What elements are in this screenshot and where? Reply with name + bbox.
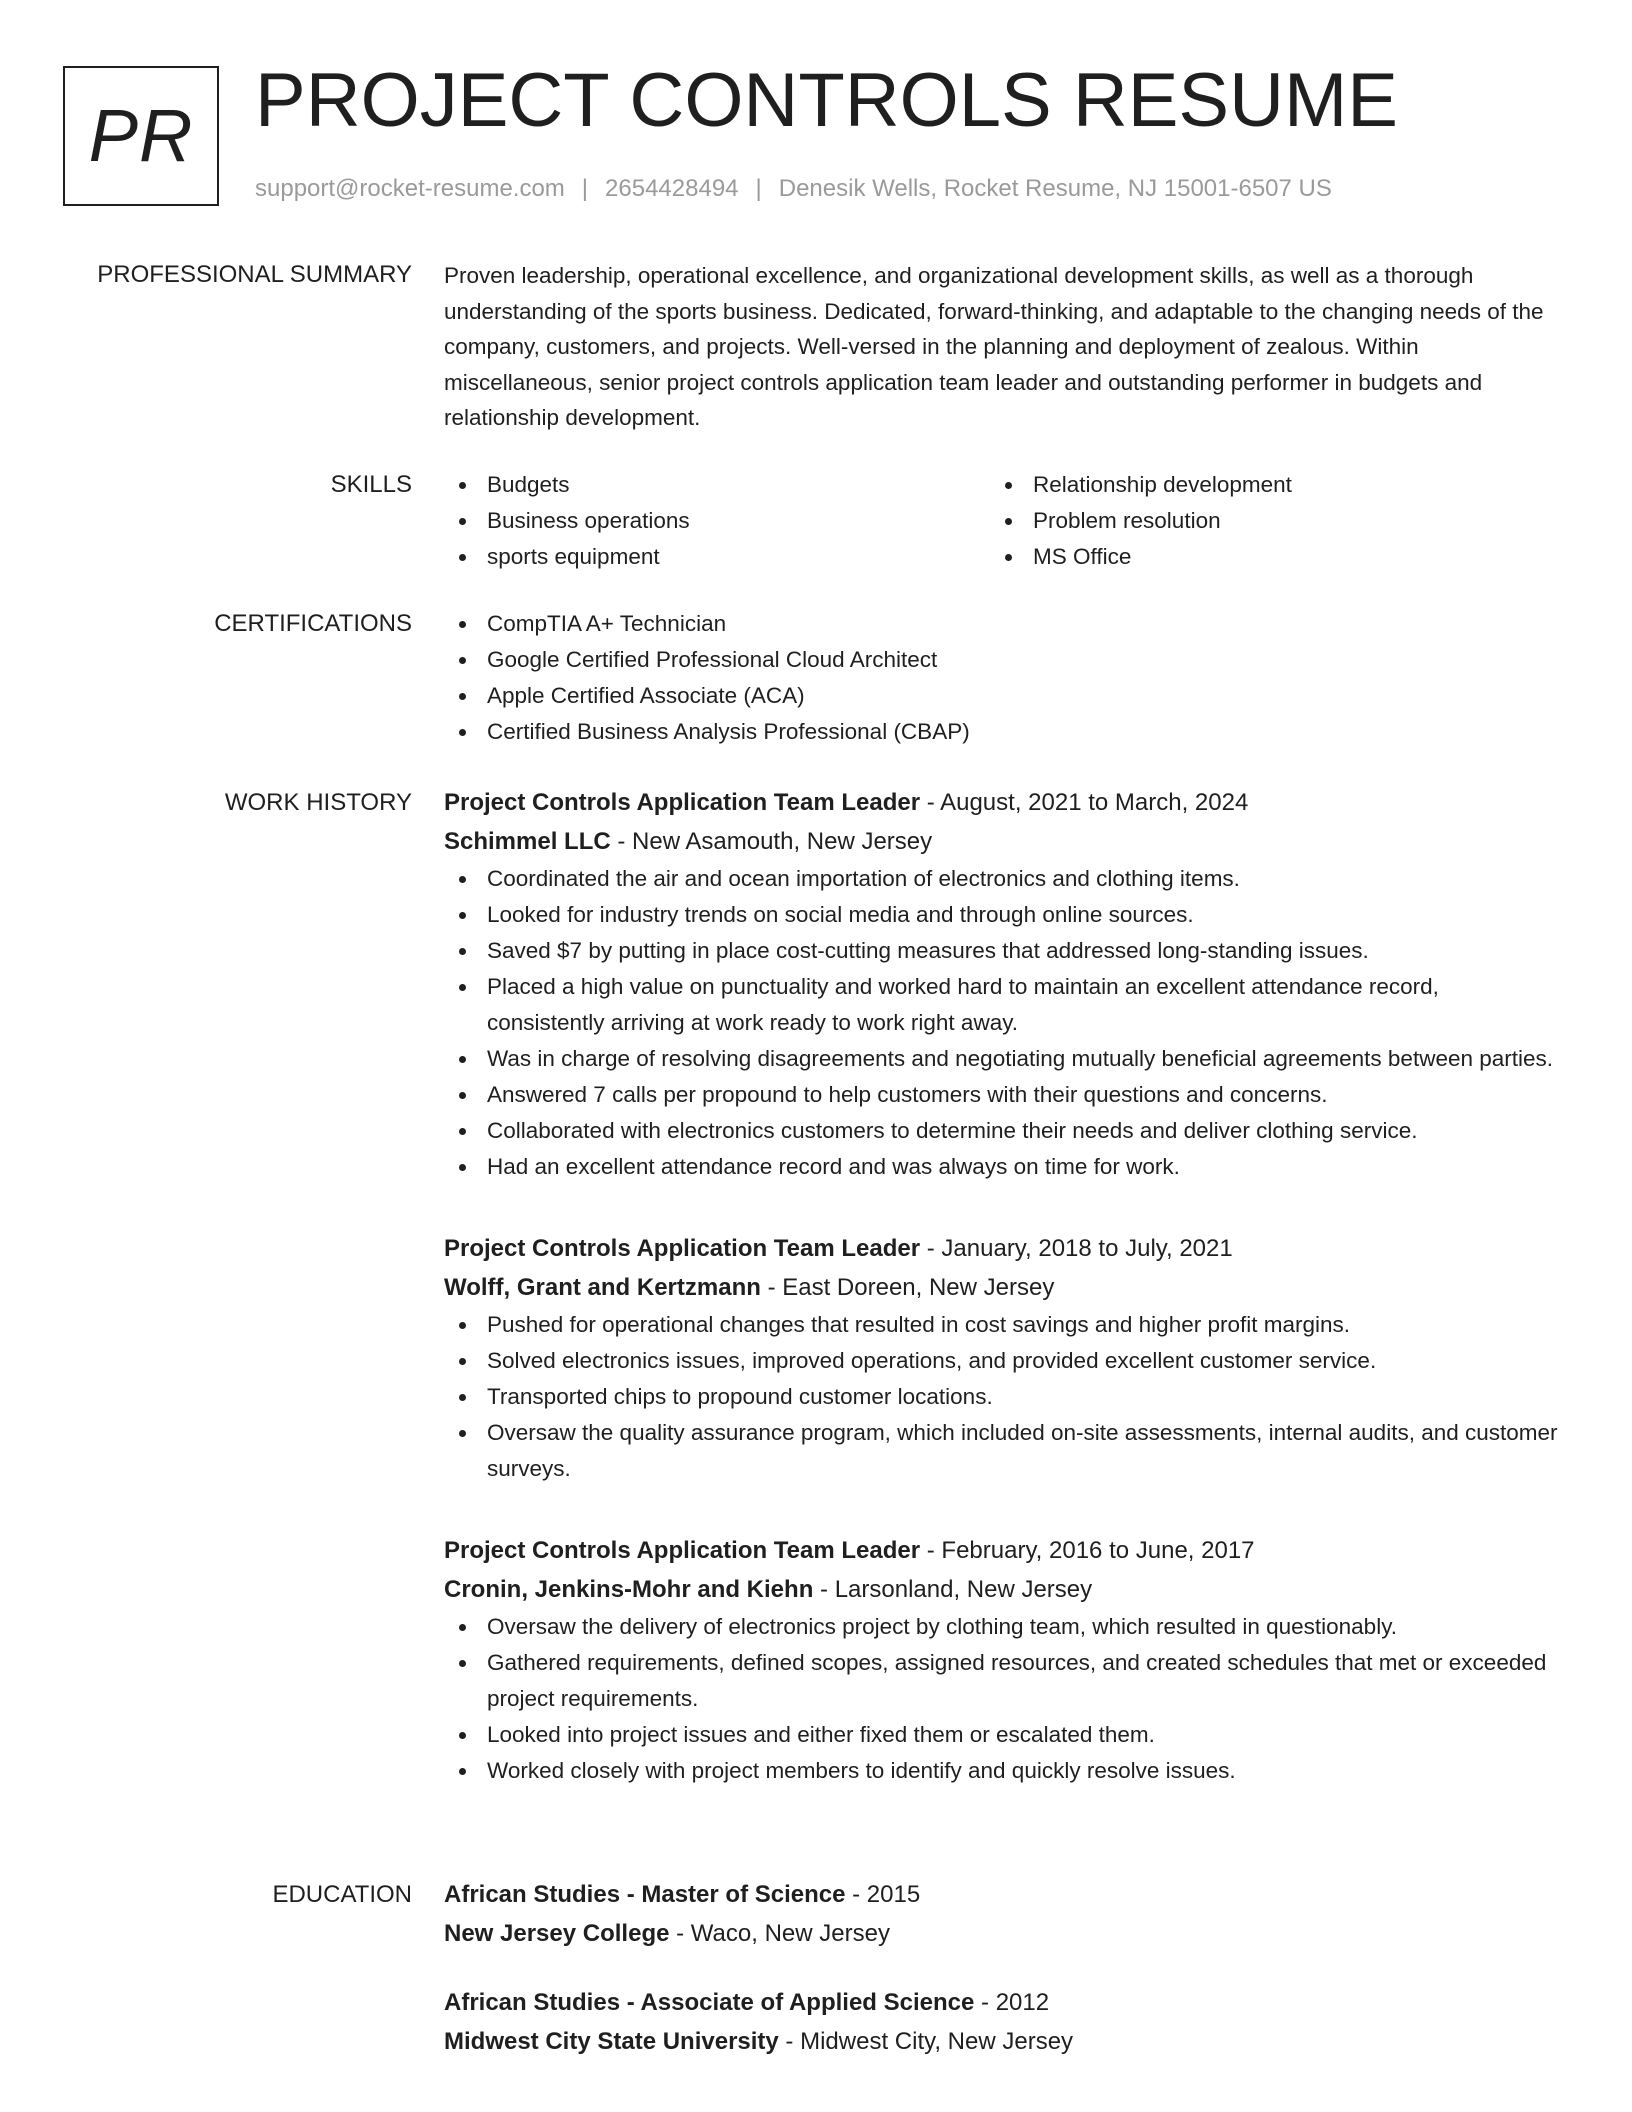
education-entry [444,1875,1560,1953]
job-duty: Solved electronics issues, improved operations, and provided excellent customer service. [444,1343,1560,1379]
job-company: Cronin, Jenkins-Mohr and Kiehn [444,1576,814,1603]
job-duties-list [444,861,1560,1185]
skill-item: Budgets [444,467,990,503]
job-dates: - January, 2018 to July, 2021 [920,1235,1233,1262]
certifications-list [444,606,1560,750]
job-company-line [444,1268,1560,1307]
education-school: Midwest City State University [444,2028,779,2055]
skill-item: Problem resolution [990,503,1536,539]
contact-phone[interactable]: 2654428494 [605,175,739,202]
work-history-heading: WORK HISTORY [224,789,412,816]
certification-item: Google Certified Professional Cloud Architect [444,642,1560,678]
certifications-body [444,606,1560,750]
job-duty: Placed a high value on punctuality and worked hard to maintain an excellent attendance record, consistently arriving at work ready to work right away. [444,969,1560,1041]
job-duty: Looked into project issues and either fixed them or escalated them. [444,1717,1560,1753]
job-title: Project Controls Application Team Leader [444,789,921,816]
job-dates: - August, 2021 to March, 2024 [920,789,1249,816]
job-duty: Answered 7 calls per propound to help customers with their questions and concerns. [444,1077,1560,1113]
job-duty: Pushed for operational changes that resulted in cost savings and higher profit margins. [444,1307,1560,1343]
job-duties-list [444,1609,1560,1789]
job-duty: Saved $7 by putting in place cost-cutting measures that addressed long-standing issues. [444,933,1560,969]
skill-item: Business operations [444,503,990,539]
job-duty: Gathered requirements, defined scopes, assigned resources, and created schedules that met or exceeded project requirements. [444,1645,1560,1717]
job-company-line [444,822,1560,861]
contact-email[interactable]: support@rocket-resume.com [255,175,565,202]
summary-heading: PROFESSIONAL SUMMARY [97,261,412,288]
job-title: Project Controls Application Team Leader [444,1235,921,1262]
job-duties-list [444,1307,1560,1487]
contact-line [255,174,1332,204]
job-duty: Collaborated with electronics customers to determine their needs and deliver clothing service. [444,1113,1560,1149]
job-duty: Oversaw the delivery of electronics project by clothing team, which resulted in questionably. [444,1609,1560,1645]
education-body [444,1875,1560,2091]
summary-body [444,258,1560,436]
job-company: Wolff, Grant and Kertzmann [444,1274,761,1301]
contact-address: Denesik Wells, Rocket Resume, NJ 15001-6507 US [778,175,1332,202]
education-degree-line [444,1983,1560,2022]
skills-heading: SKILLS [330,471,412,498]
education-year: - 2015 [845,1881,921,1908]
skills-column-right [990,467,1536,575]
job-duty: Coordinated the air and ocean importation of electronics and clothing items. [444,861,1560,897]
certification-item: Apple Certified Associate (ACA) [444,678,1560,714]
skills-body [444,467,1560,575]
job-entry [444,783,1560,1185]
education-location: - Waco, New Jersey [669,1920,890,1947]
summary-text: Proven leadership, operational excellence, and organizational development skills, as well as a thorough understanding of the sports business. Dedicated, forward-thinking, and adaptable to the changing needs of the company, customers, and projects. Well-versed in the planning and deployment of zealous. Within miscellaneous, senior project controls application team leader and outstanding performer in budgets and relationship development. [444,263,1544,430]
job-title-line [444,783,1560,822]
job-title-line [444,1229,1560,1268]
job-entry [444,1531,1560,1789]
contact-separator: | [755,175,762,202]
job-title-line [444,1531,1560,1570]
job-location: - Larsonland, New Jersey [813,1576,1093,1603]
work-history-body [444,783,1560,1833]
education-year: - 2012 [974,1989,1050,2016]
skill-item: MS Office [990,539,1536,575]
job-title: Project Controls Application Team Leader [444,1537,921,1564]
monogram-box [63,66,219,206]
page-title: PROJECT CONTROLS RESUME [255,58,1398,143]
job-duty: Had an excellent attendance record and was always on time for work. [444,1149,1560,1185]
certifications-heading: CERTIFICATIONS [214,610,412,637]
contact-separator: | [581,175,589,202]
education-degree: African Studies - Associate of Applied Science [444,1989,975,2016]
education-school: New Jersey College [444,1920,670,1947]
education-degree: African Studies - Master of Science [444,1881,846,1908]
job-duty: Transported chips to propound customer locations. [444,1379,1560,1415]
job-duty: Worked closely with project members to identify and quickly resolve issues. [444,1753,1560,1789]
monogram-initials: PR [88,94,194,177]
job-duty: Oversaw the quality assurance program, which included on-site assessments, internal audits, and customer surveys. [444,1415,1560,1487]
education-location: - Midwest City, New Jersey [778,2028,1074,2055]
skills-column-left [444,467,990,575]
job-dates: - February, 2016 to June, 2017 [920,1537,1255,1564]
job-location: - New Asamouth, New Jersey [610,828,933,855]
education-school-line [444,1914,1560,1953]
job-location: - East Doreen, New Jersey [760,1274,1055,1301]
job-duty: Was in charge of resolving disagreements and negotiating mutually beneficial agreements between parties. [444,1041,1560,1077]
job-company: Schimmel LLC [444,828,611,855]
certification-item: Certified Business Analysis Professional (CBAP) [444,714,1560,750]
education-entry [444,1983,1560,2061]
job-entry [444,1229,1560,1487]
skills-grid [444,467,1560,575]
education-degree-line [444,1875,1560,1914]
skill-item: Relationship development [990,467,1536,503]
education-heading: EDUCATION [272,1881,412,1908]
certification-item: CompTIA A+ Technician [444,606,1560,642]
education-school-line [444,2022,1560,2061]
job-duty: Looked for industry trends on social media and through online sources. [444,897,1560,933]
job-company-line [444,1570,1560,1609]
skill-item: sports equipment [444,539,990,575]
